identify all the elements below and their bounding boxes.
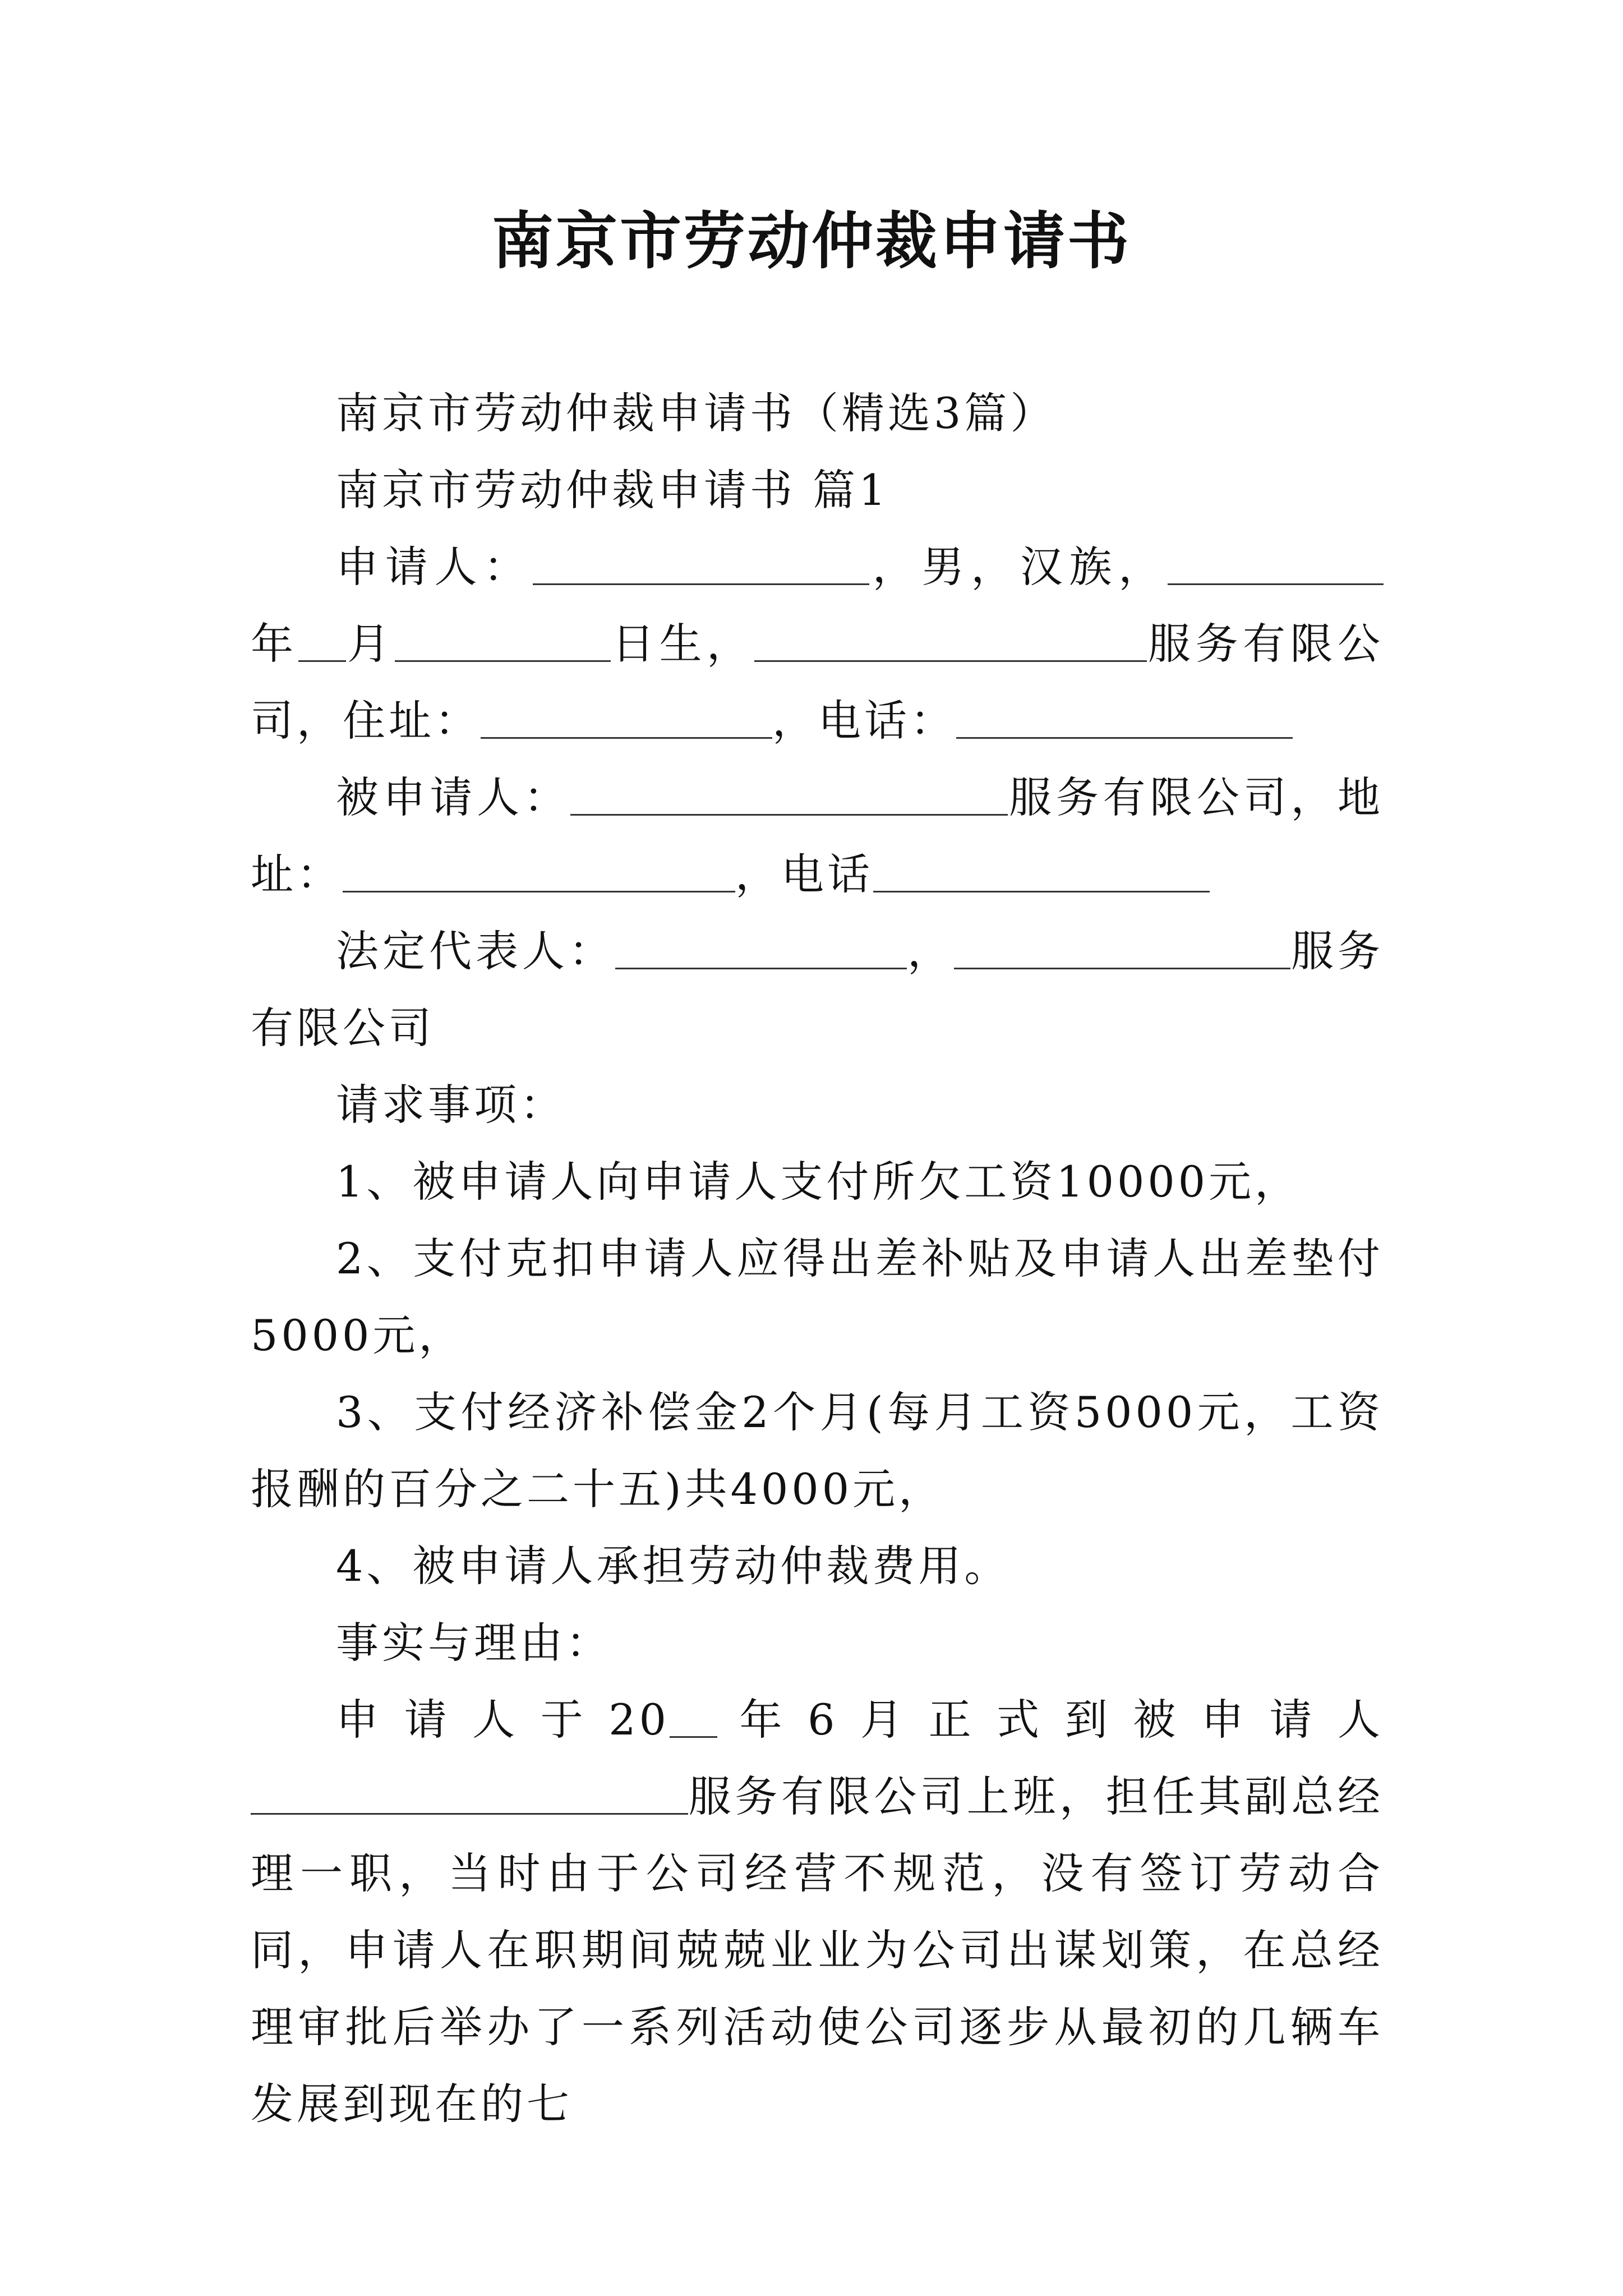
- blank-representative-name: [615, 928, 907, 969]
- text-segment: 年: [251, 619, 298, 669]
- text-segment: ，: [907, 926, 954, 976]
- text-segment: 申请人于20: [336, 1695, 670, 1745]
- text-segment: 服务有限公司，住址：: [251, 619, 1384, 746]
- text-segment: 月: [345, 619, 395, 669]
- blank-applicant-name: [533, 544, 869, 585]
- text-segment: ，电话：: [772, 696, 956, 746]
- blank-respondent-company: [570, 775, 1008, 816]
- paragraph-subtitle: 南京市劳动仲裁申请书（精选3篇）: [336, 388, 1057, 438]
- document-body: [251, 375, 1384, 2142]
- blank-birth-month: [298, 621, 346, 662]
- text-segment: 年6月正式到被申请人: [717, 1695, 1384, 1745]
- document-title: 南京市劳动仲裁申请书: [492, 205, 1131, 277]
- paragraph-claim-4: 4、被申请人承担劳动仲裁费用。: [336, 1541, 1011, 1591]
- blank-applicant-address: [481, 698, 772, 739]
- blank-respondent-phone: [873, 852, 1210, 892]
- paragraph-claim-3: 3、支付经济补偿金2个月(每月工资5000元，工资报酬的百分之二十五)共4000元，: [251, 1387, 1384, 1514]
- text-segment: 申请人：: [336, 542, 533, 592]
- text-segment: 服务有限公司，地址：: [251, 772, 1384, 899]
- paragraph-claims-heading: 请求事项：: [336, 1080, 566, 1130]
- blank-birth-day: [395, 621, 611, 662]
- paragraph-facts-heading: 事实与理由：: [336, 1618, 612, 1668]
- paragraph-claim-2: 2、支付克扣申请人应得出差补贴及申请人出差垫付5000元，: [251, 1234, 1384, 1360]
- paragraph-legal-representative: [251, 913, 1384, 1066]
- blank-representative-company: [954, 928, 1290, 969]
- paragraph-facts: [251, 1681, 1384, 2142]
- blank-applicant-company: [754, 621, 1147, 662]
- paragraph-section-heading: 南京市劳动仲裁申请书 篇1: [336, 465, 889, 515]
- blank-respondent-company-facts: [251, 1774, 688, 1815]
- text-segment: ，男，汉族，: [869, 542, 1168, 592]
- text-segment: 服务有限公司上班，担任其副总经理一职，当时由于公司经营不规范，没有签订劳动合同，申请人在职期间兢兢业业为公司出谋划策，在总经理审批后举办了一系列活动使公司逐步从最初的几辆车发展到现在的七: [251, 1772, 1384, 2129]
- blank-year: [670, 1697, 717, 1738]
- blank-respondent-address: [343, 852, 735, 892]
- paragraph-applicant: [251, 528, 1384, 759]
- blank-birth-year: [1168, 544, 1384, 585]
- text-segment: 法定代表人：: [336, 926, 615, 976]
- blank-applicant-phone: [956, 698, 1293, 739]
- text-segment: 日生，: [610, 619, 754, 669]
- text-segment: 被申请人：: [336, 772, 571, 822]
- paragraph-claim-1: 1、被申请人向申请人支付所欠工资10000元，: [336, 1157, 1301, 1207]
- text-segment: 服务有限公司: [251, 926, 1384, 1053]
- text-segment: ，电话: [735, 849, 873, 899]
- paragraph-respondent: [251, 759, 1384, 913]
